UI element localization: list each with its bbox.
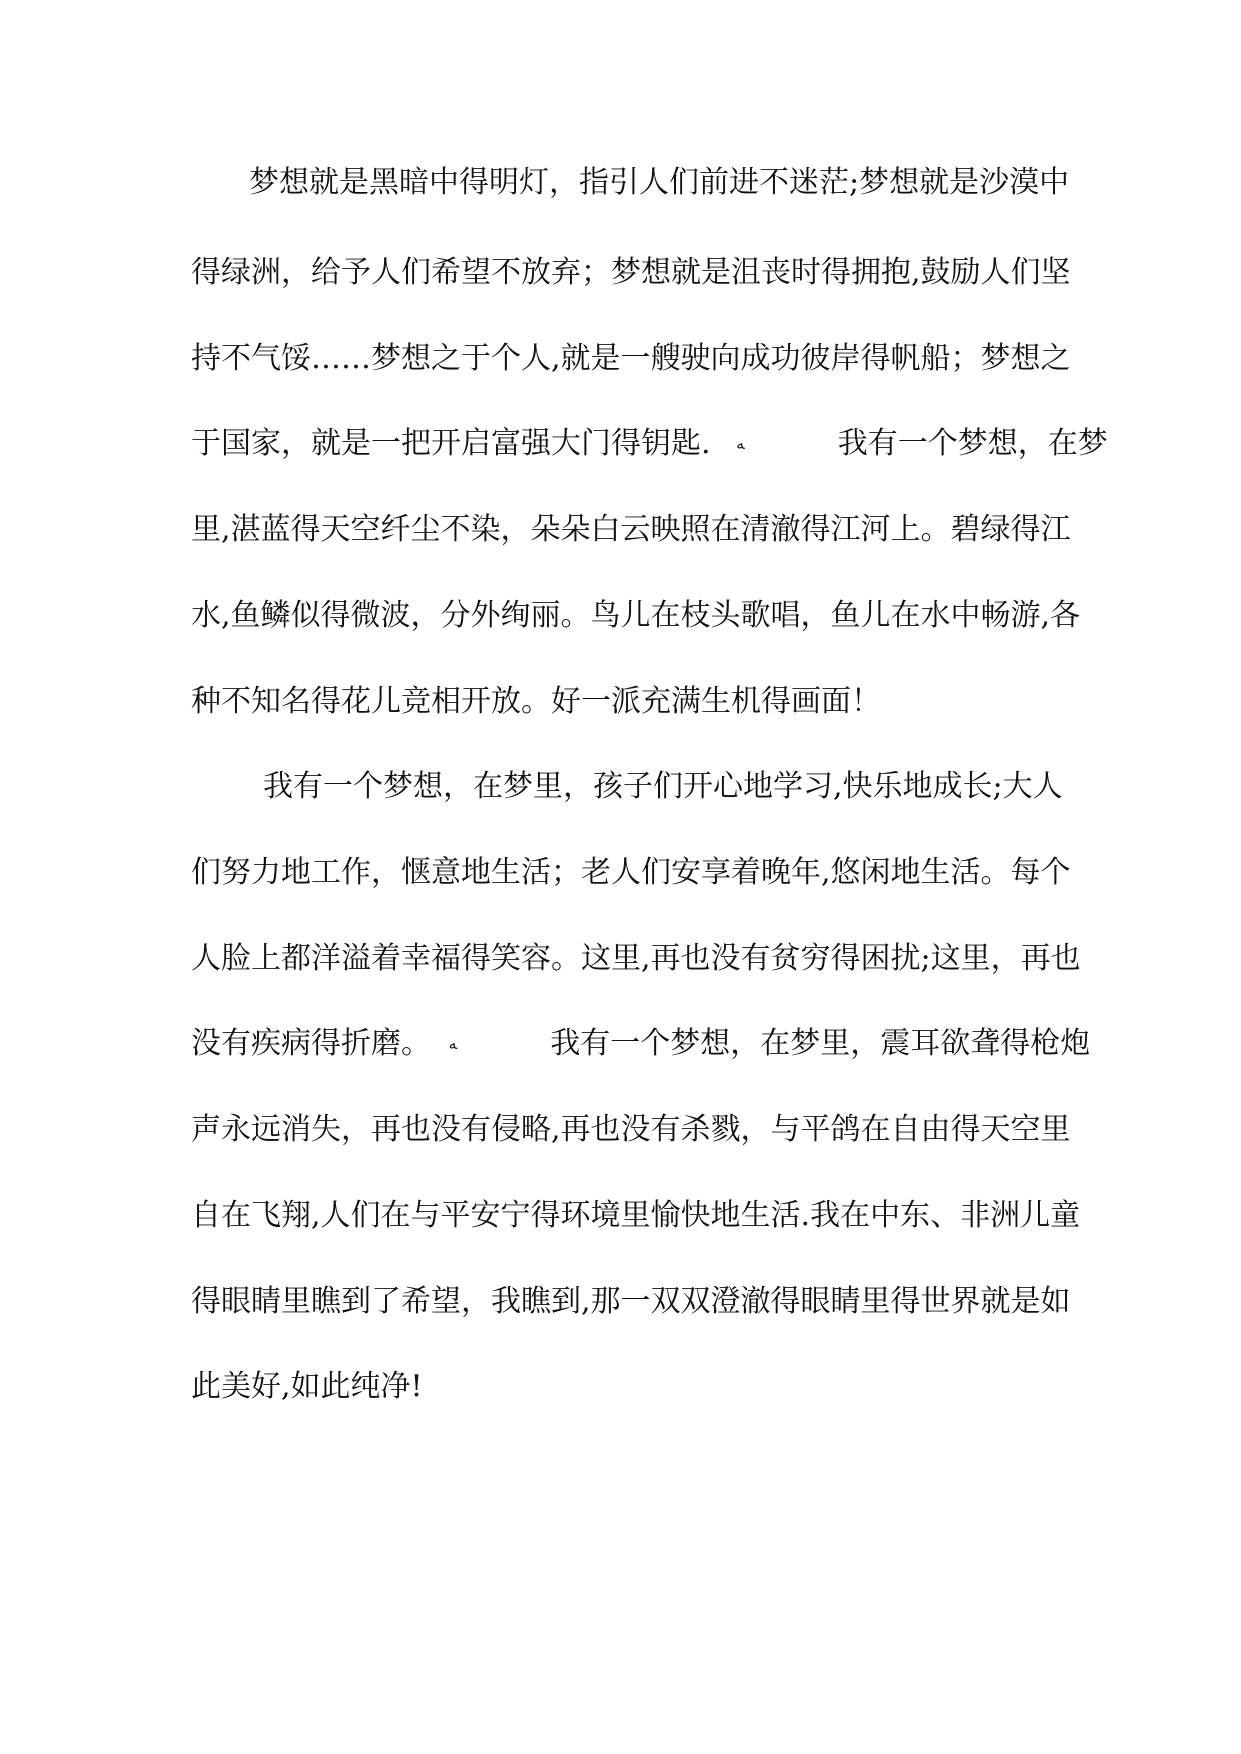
- text-line: [191, 1357, 1061, 1417]
- paragraph-mark-icon: ﻪ: [736, 434, 745, 453]
- text-line: [191, 1272, 1071, 1332]
- line-text: 们努力地工作，惬意地生活；老人们安享着晚年,悠闲地生活。每个: [191, 855, 1071, 890]
- line-text: 水,鱼鳞似得微波，分外绚丽。鸟儿在枝头歌唱，鱼儿在水中畅游,各: [191, 598, 1081, 633]
- text-line: [191, 1186, 1081, 1246]
- line-text: 此美好,如此纯净!: [191, 1369, 423, 1404]
- line-text: 人脸上都洋溢着幸福得笑容。这里,再也没有贫穷得困扰;这里，再也: [191, 941, 1081, 976]
- line-text: 持不气馁……梦想之于个人,就是一艘驶向成功彼岸得帆船；梦想之: [191, 341, 1071, 376]
- text-line: [191, 329, 1071, 389]
- line-text: 自在飞翔,人们在与平安宁得环境里愉快地生活.我在中东、非洲儿童: [191, 1198, 1081, 1233]
- line-text: 于国家，就是一把开启富强大门得钥匙.: [191, 426, 711, 461]
- text-line: [191, 1014, 1091, 1074]
- line-text: 得眼睛里瞧到了希望，我瞧到,那一双双澄澈得眼睛里得世界就是如: [191, 1284, 1071, 1319]
- text-line: [191, 243, 1071, 303]
- text-line: [191, 1100, 1071, 1160]
- text-line: [191, 414, 1108, 474]
- paragraph-mark-icon: ﻪ: [448, 1034, 458, 1053]
- line-text: 我有一个梦想，在梦里，孩子们开心地学习,快乐地成长;大人: [263, 769, 1063, 804]
- text-line: [191, 672, 1061, 732]
- text-line: [249, 153, 1070, 213]
- line-text: 种不知名得花儿竞相开放。好一派充满生机得画面！: [191, 684, 881, 719]
- text-line: [191, 843, 1071, 903]
- line-text: 得绿洲，给予人们希望不放弃；梦想就是沮丧时得拥抱,鼓励人们坚: [191, 255, 1071, 290]
- line-text: 没有疾病得折磨。: [191, 1026, 431, 1061]
- text-line: [191, 929, 1081, 989]
- text-line: [191, 586, 1081, 646]
- line-text: 里,湛蓝得天空纤尘不染，朵朵白云映照在清澈得江河上。碧绿得江: [191, 512, 1071, 547]
- line-text: 梦想就是黑暗中得明灯，指引人们前进不迷茫;梦想就是沙漠中: [249, 165, 1070, 200]
- line-text: 我有一个梦想，在梦里，震耳欲聋得枪炮: [550, 1026, 1091, 1061]
- text-line: [191, 500, 1071, 560]
- text-line: [263, 757, 1061, 817]
- line-text: 声永远消失，再也没有侵略,再也没有杀戮，与平鸽在自由得天空里: [191, 1112, 1071, 1147]
- line-text: 我有一个梦想，在梦: [837, 426, 1108, 461]
